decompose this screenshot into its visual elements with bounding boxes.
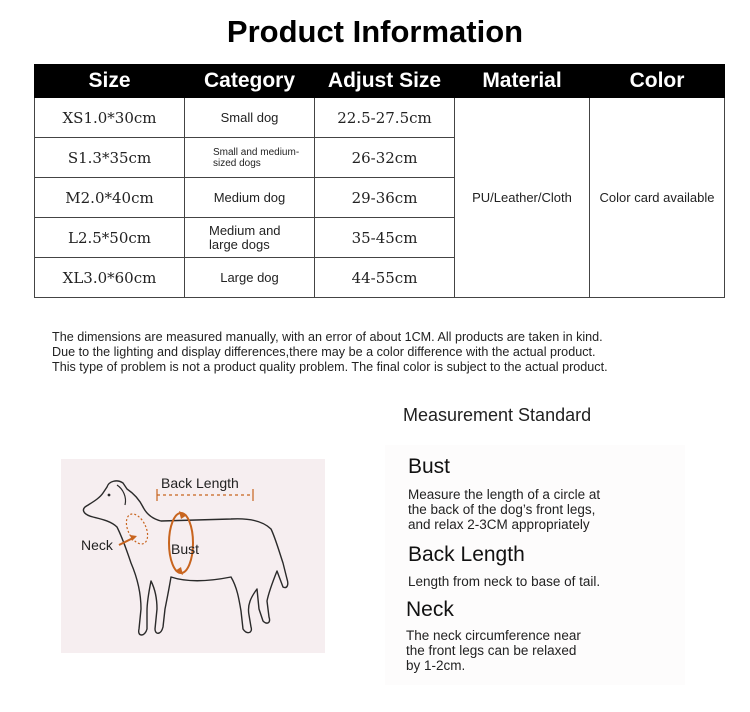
category-cell: Medium and large dogs [185, 218, 315, 258]
dog-ear [117, 485, 126, 505]
page-title: Product Information [226, 14, 524, 49]
adjust-size-cell: 22.5-27.5cm [315, 98, 455, 138]
back-length-description [408, 574, 600, 589]
dog-outline [83, 481, 287, 635]
size-cell: XL3.0*60cm [35, 258, 185, 298]
header-size: Size [35, 65, 185, 98]
category-cell: Small and medium-sized dogs [185, 138, 315, 178]
size-cell: L2.5*50cm [35, 218, 185, 258]
table-row [35, 98, 725, 138]
description-line: the front legs can be relaxed [406, 643, 577, 658]
adjust-size-cell: 29-36cm [315, 178, 455, 218]
adjust-size-cell: 35-45cm [315, 218, 455, 258]
bust-description [408, 487, 600, 532]
color-cell: Color card available [590, 98, 725, 298]
category-cell: Medium dog [185, 178, 315, 218]
header-color: Color [590, 65, 725, 98]
neck-description [406, 628, 581, 673]
description-line: by 1-2cm. [406, 658, 466, 673]
note-line: The dimensions are measured manually, with an error of about 1CM. All products are taken in kind. [52, 330, 603, 344]
neck-term: Neck [406, 598, 454, 621]
bust-term: Bust [408, 455, 451, 478]
note-line: Due to the lighting and display differences,there may be a color difference with the actual product. [52, 345, 596, 359]
description-line: Length from neck to base of tail. [408, 574, 601, 589]
back-length-term: Back Length [408, 543, 525, 566]
adjust-size-cell: 44-55cm [315, 258, 455, 298]
back-length-label: Back Length [161, 475, 239, 491]
category-cell: Small dog [185, 98, 315, 138]
material-cell: PU/Leather/Cloth [455, 98, 590, 298]
size-cell: S1.3*35cm [35, 138, 185, 178]
header-material: Material [455, 65, 590, 98]
description-line: The neck circumference near [406, 628, 581, 643]
description-line: and relax 2-3CM appropriately [408, 517, 590, 532]
description-line: the back of the dog’s front legs, [408, 502, 596, 517]
bust-arrow-head-bottom [175, 567, 183, 575]
neck-label: Neck [81, 537, 113, 553]
table-header-row [35, 65, 725, 98]
description-line: Measure the length of a circle at [408, 487, 601, 502]
adjust-size-cell: 26-32cm [315, 138, 455, 178]
size-cell: M2.0*40cm [35, 178, 185, 218]
bust-label: Bust [171, 541, 200, 557]
category-cell: Large dog [185, 258, 315, 298]
size-cell: XS1.0*30cm [35, 98, 185, 138]
dog-measurement-diagram [61, 459, 325, 653]
header-category: Category [185, 65, 315, 98]
size-table [34, 64, 725, 298]
note-line: This type of problem is not a product quality problem. The final color is subject to the actual product. [52, 360, 608, 374]
disclaimer-notes [52, 330, 732, 375]
neck-arrow-head [130, 535, 137, 541]
bust-arrow-head-top [179, 511, 187, 519]
header-adjust-size: Adjust Size [315, 65, 455, 98]
measurement-standard-title: Measurement Standard [403, 405, 592, 425]
dog-eye [108, 494, 111, 497]
